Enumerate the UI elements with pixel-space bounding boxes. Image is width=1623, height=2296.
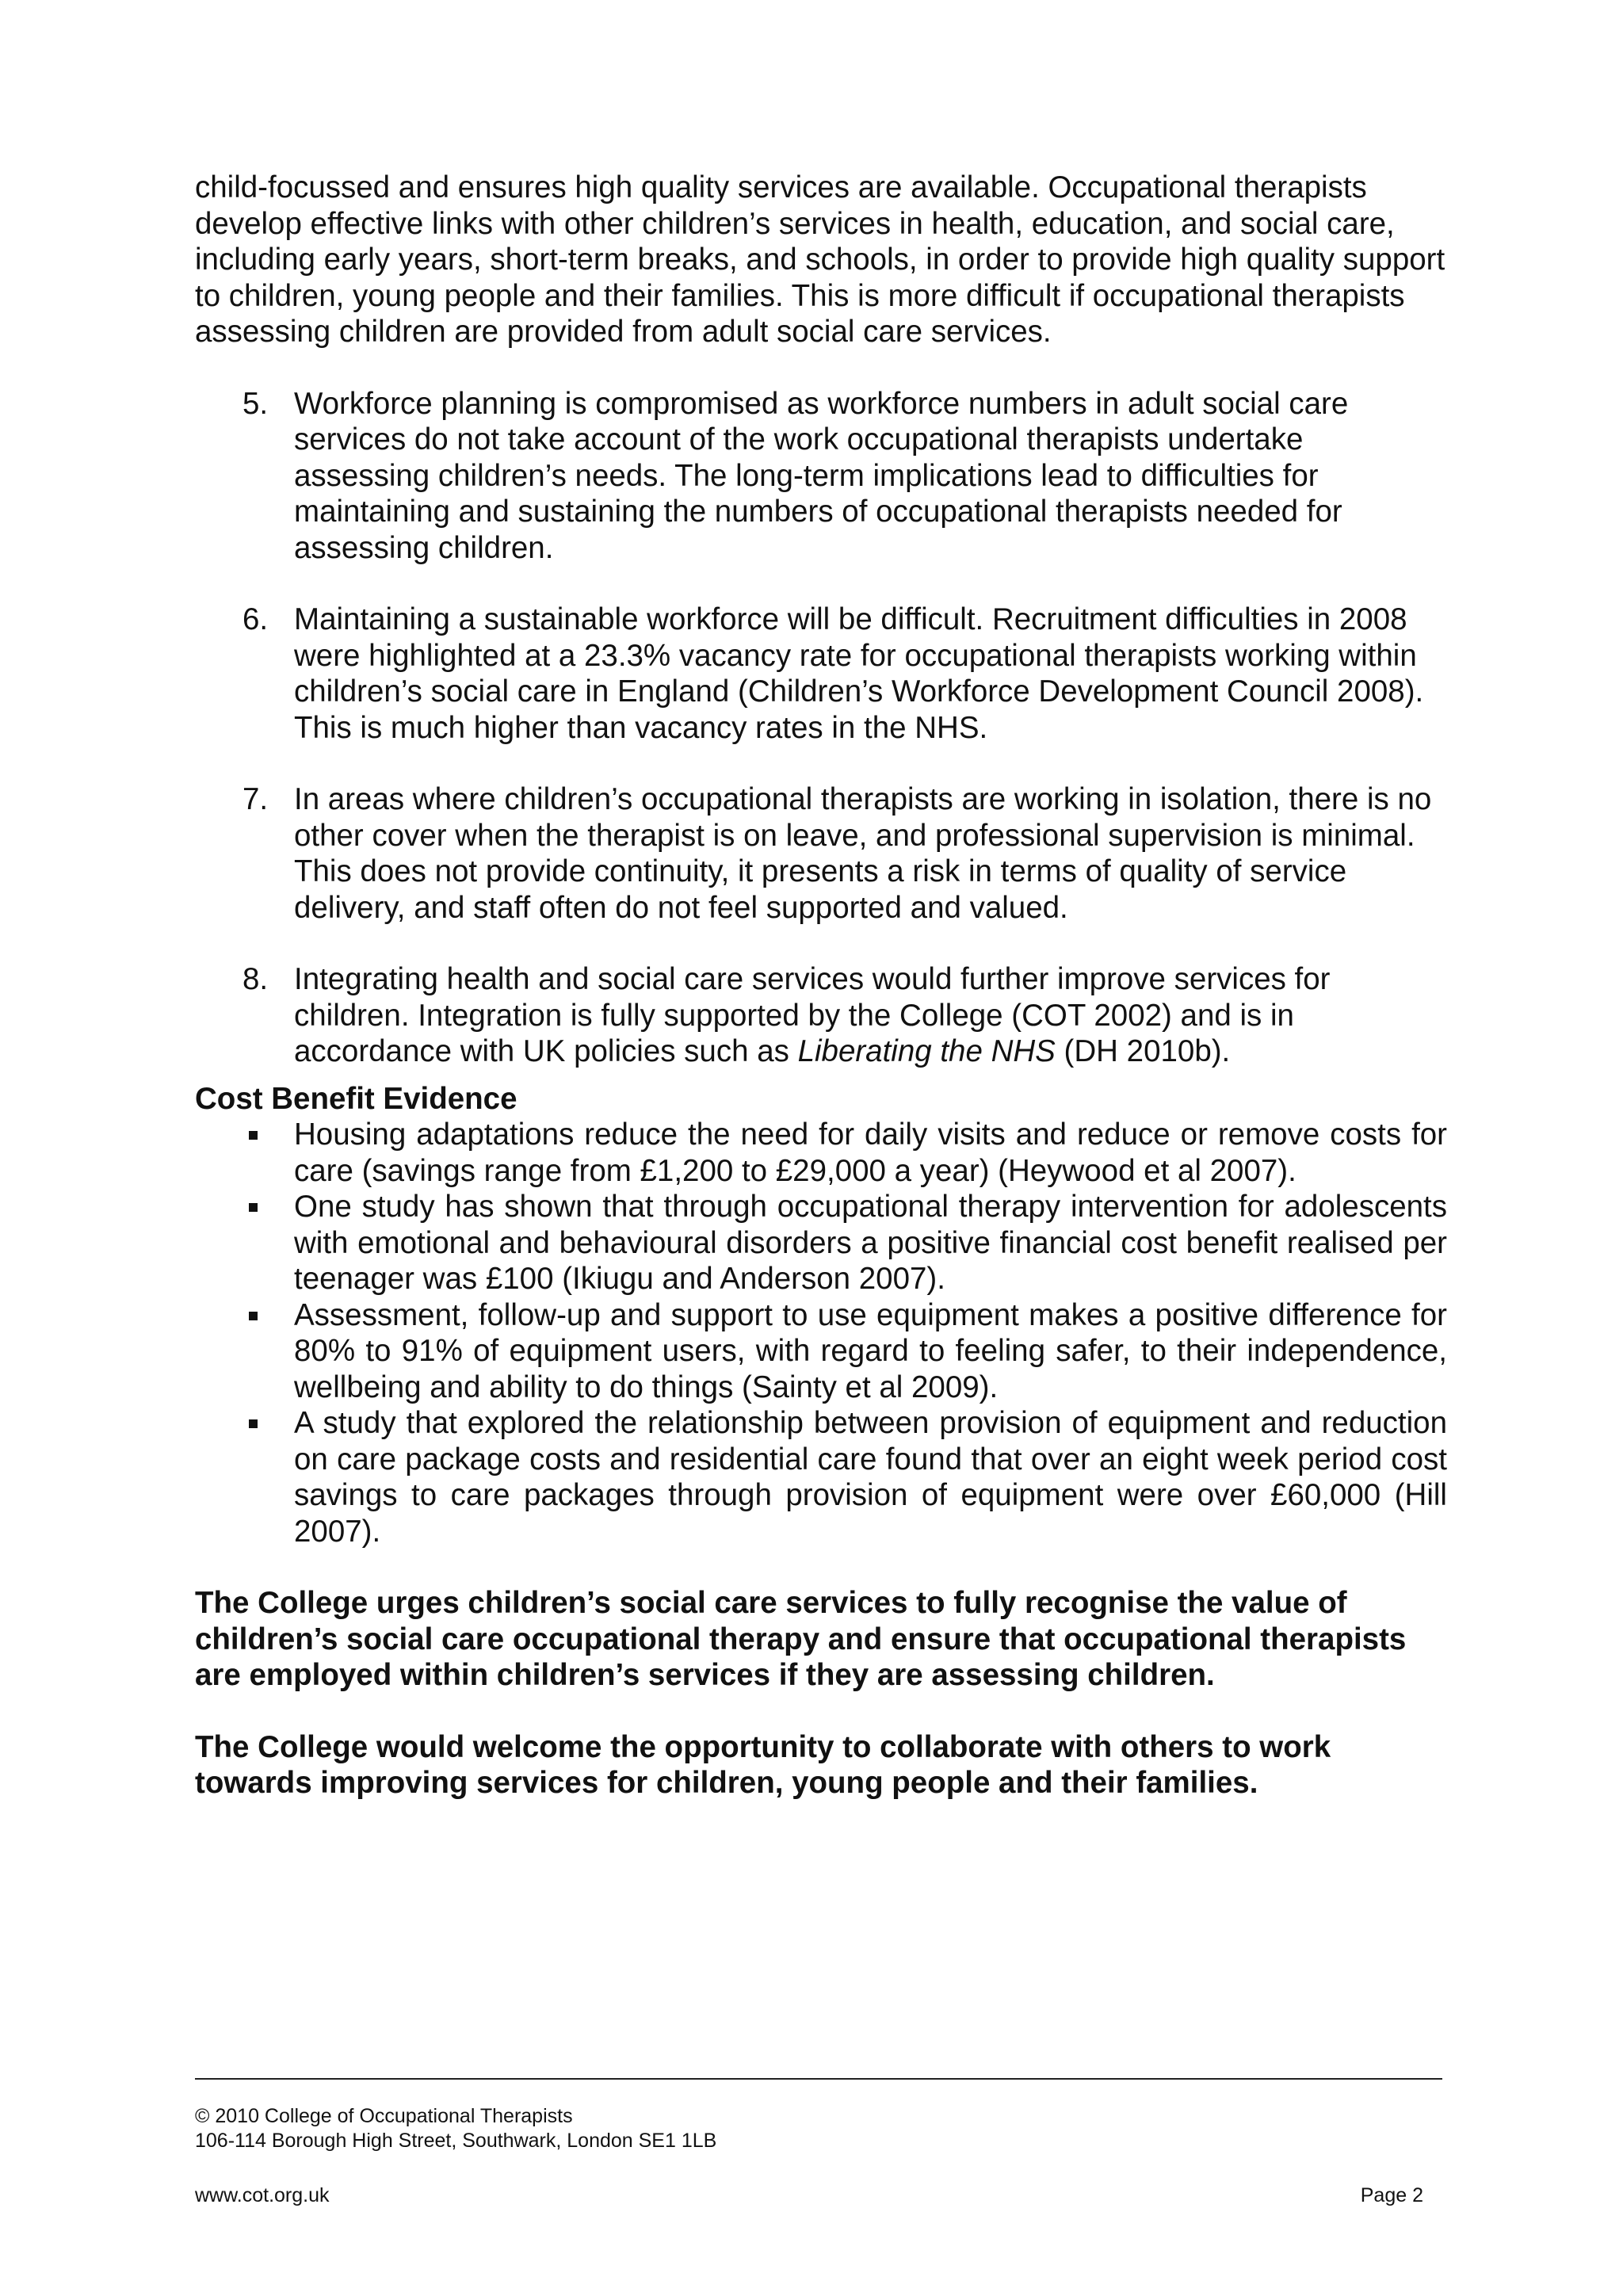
item-text: Workforce planning is compromised as workforce numbers in adult social care services do not take account of the work occupational therapists undertake assessing children’s needs. The long-term implications lead to difficulties for maintaining and sustaining the numbers of occupational therapists needed for assessing children. [294, 386, 1349, 565]
section-heading: Cost Benefit Evidence [195, 1081, 517, 1116]
footer-bottom-line [195, 2183, 1442, 2208]
page-body [195, 170, 1447, 1801]
footer-copyright-block [195, 2104, 1442, 2153]
bullet-list [195, 1117, 1447, 1549]
footer-copyright: © 2010 College of Occupational Therapists [195, 2105, 573, 2127]
college-statement: The College urges children’s social care services to fully recognise the value of children’s social care occupational therapy and ensure that occupational therapists are employed within children’s services if they are assessing children. [195, 1586, 1407, 1692]
footer-website-link[interactable]: www.cot.org.uk [195, 2184, 330, 2206]
item-number: 5. [242, 386, 269, 421]
square-bullet-icon [249, 1419, 258, 1428]
numbered-list [195, 386, 1447, 1070]
bullet-text: A study that explored the relationship between provision of equipment and reduction on care package costs and residential care found that over an eight week period cost savings to care packages through provision of equipment were over £60,000 (Hill 2007). [294, 1406, 1447, 1549]
item-text: Maintaining a sustainable workforce will be difficult. Recruitment difficulties in 2008 were highlighted at a 23.3% vacancy rate for occupational therapists working within children’s social care in England (Children’s Workforce Development Council 2008). This is much higher than vacancy rates in the NHS. [294, 602, 1424, 745]
bullet-item [195, 1297, 1447, 1406]
item-number: 6. [242, 602, 269, 636]
page-number: Page 2 [1360, 2184, 1423, 2206]
item-number: 8. [242, 962, 269, 996]
item-number: 7. [242, 782, 269, 816]
footer-address: 106-114 Borough High Street, Southwark, London SE1 1LB [195, 2130, 717, 2152]
bullet-item [195, 1405, 1447, 1549]
list-item [195, 602, 1447, 746]
bullet-text: Assessment, follow-up and support to use equipment makes a positive difference for 80% to 91% of equipment users, with regard to feeling safer, to their independence, wellbeing and ability to do things (Sainty et al 2009). [294, 1297, 1447, 1404]
list-item [195, 961, 1447, 1070]
bullet-item [195, 1117, 1447, 1189]
bullet-text: Housing adaptations reduce the need for daily visits and reduce or remove costs for care (savings range from £1,200 to £29,000 a year) (Heywood et al 2007). [294, 1117, 1447, 1188]
college-statement: The College would welcome the opportunity to collaborate with others to work towards improving services for children, young people and their families. [195, 1729, 1331, 1800]
bullet-text: One study has shown that through occupational therapy intervention for adolescents with emotional and behavioural disorders a positive financial cost benefit realised per teenager was £100 (Ikiugu and Anderson 2007). [294, 1190, 1447, 1296]
square-bullet-icon [249, 1131, 258, 1140]
list-item [195, 781, 1447, 926]
item-text: In areas where children’s occupational therapists are working in isolation, there is no other cover when the therapist is on leave, and professional supervision is minimal. This does not provide continuity, it presents a risk in terms of quality of service delivery, and staff often do not feel supported and valued. [294, 782, 1432, 925]
list-item [195, 386, 1447, 567]
policy-title: Liberating the NHS [797, 1034, 1056, 1068]
bullet-item [195, 1189, 1447, 1297]
square-bullet-icon [249, 1203, 258, 1212]
item-text-after: (DH 2010b). [1055, 1034, 1231, 1068]
footer-divider [195, 2078, 1442, 2080]
square-bullet-icon [249, 1312, 258, 1320]
continued-paragraph: child-focussed and ensures high quality services are available. Occupational therapists develop effective links with other children’s services in health, education, and social care, including early years, short-term breaks, and schools, in order to provide high quality support to children, young people and their families. This is more difficult if occupational therapists assessing children are provided from adult social care services. [195, 170, 1445, 349]
item-text-before: Integrating health and social care services would further improve services for children. Integration is fully supported by the College (COT 2002) and is in accordance with UK policies such as [294, 962, 1331, 1068]
